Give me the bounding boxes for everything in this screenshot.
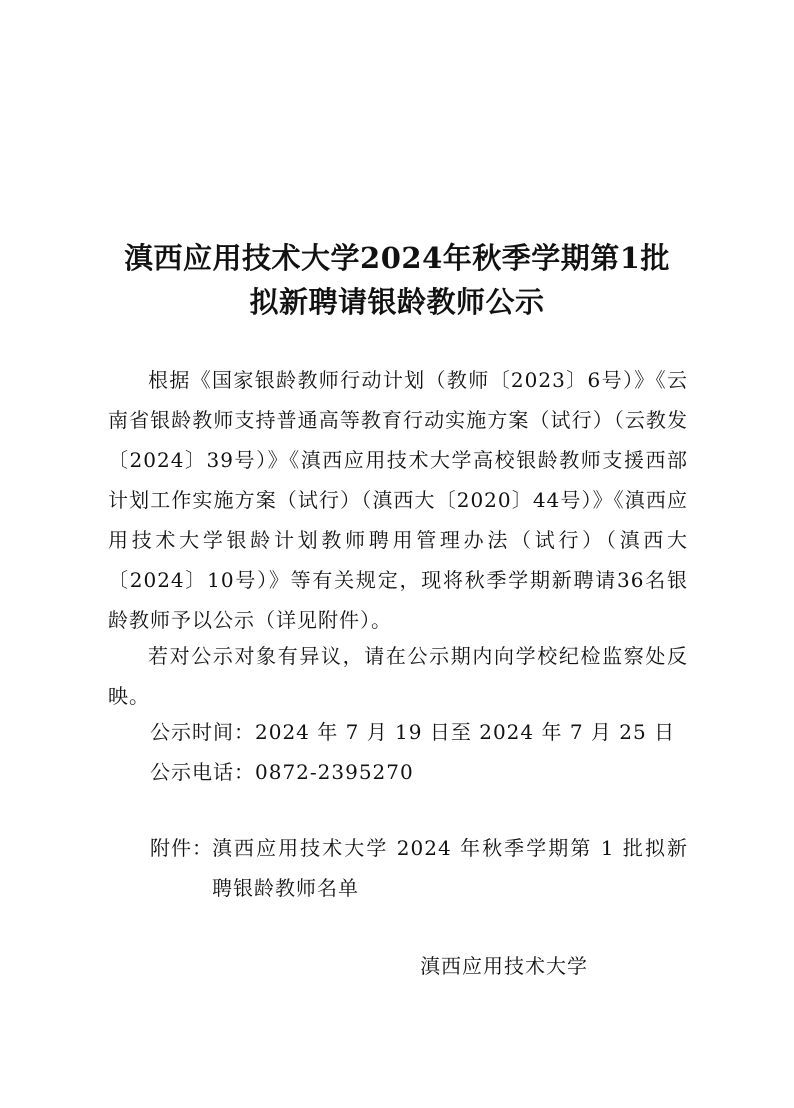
document-title-line-1: 滇西应用技术大学2024年秋季学期第1批 (124, 241, 670, 275)
document-title-line-2: 拟新聘请银龄教师公示 (249, 285, 545, 319)
body-paragraph-regulations: 根据《国家银龄教师行动计划（教师〔2023〕6号）》《云南省银龄教师支持普通高等教育行动实施方案（试行）（云教发〔2024〕39号）》《滇西应用技术大学高校银龄教师支援西部计划工作实施方案（试行）（滇西大〔2020〕44号）》《滇西应用技术大学银龄计划教师聘用管理办法（试行）（滇西大〔2024〕10号）》等有关规定，现将秋季学期新聘请36名银龄教师予以公示（详见附件）。 (108, 368, 688, 632)
attachment-label: 附件： (150, 836, 213, 860)
notice-phone: 公示电话：0872-2395270 (150, 760, 414, 784)
attachment-block (150, 828, 688, 908)
body-paragraph-objection: 若对公示对象有异议，请在公示期内向学校纪检监察处反映。 (108, 644, 688, 708)
issuer-signature: 滇西应用技术大学 (420, 954, 588, 978)
notice-period: 公示时间：2024 年 7 月 19 日至 2024 年 7 月 25 日 (150, 720, 676, 744)
attachment-title: 滇西应用技术大学 2024 年秋季学期第 1 批拟新聘银龄教师名单 (212, 836, 688, 900)
